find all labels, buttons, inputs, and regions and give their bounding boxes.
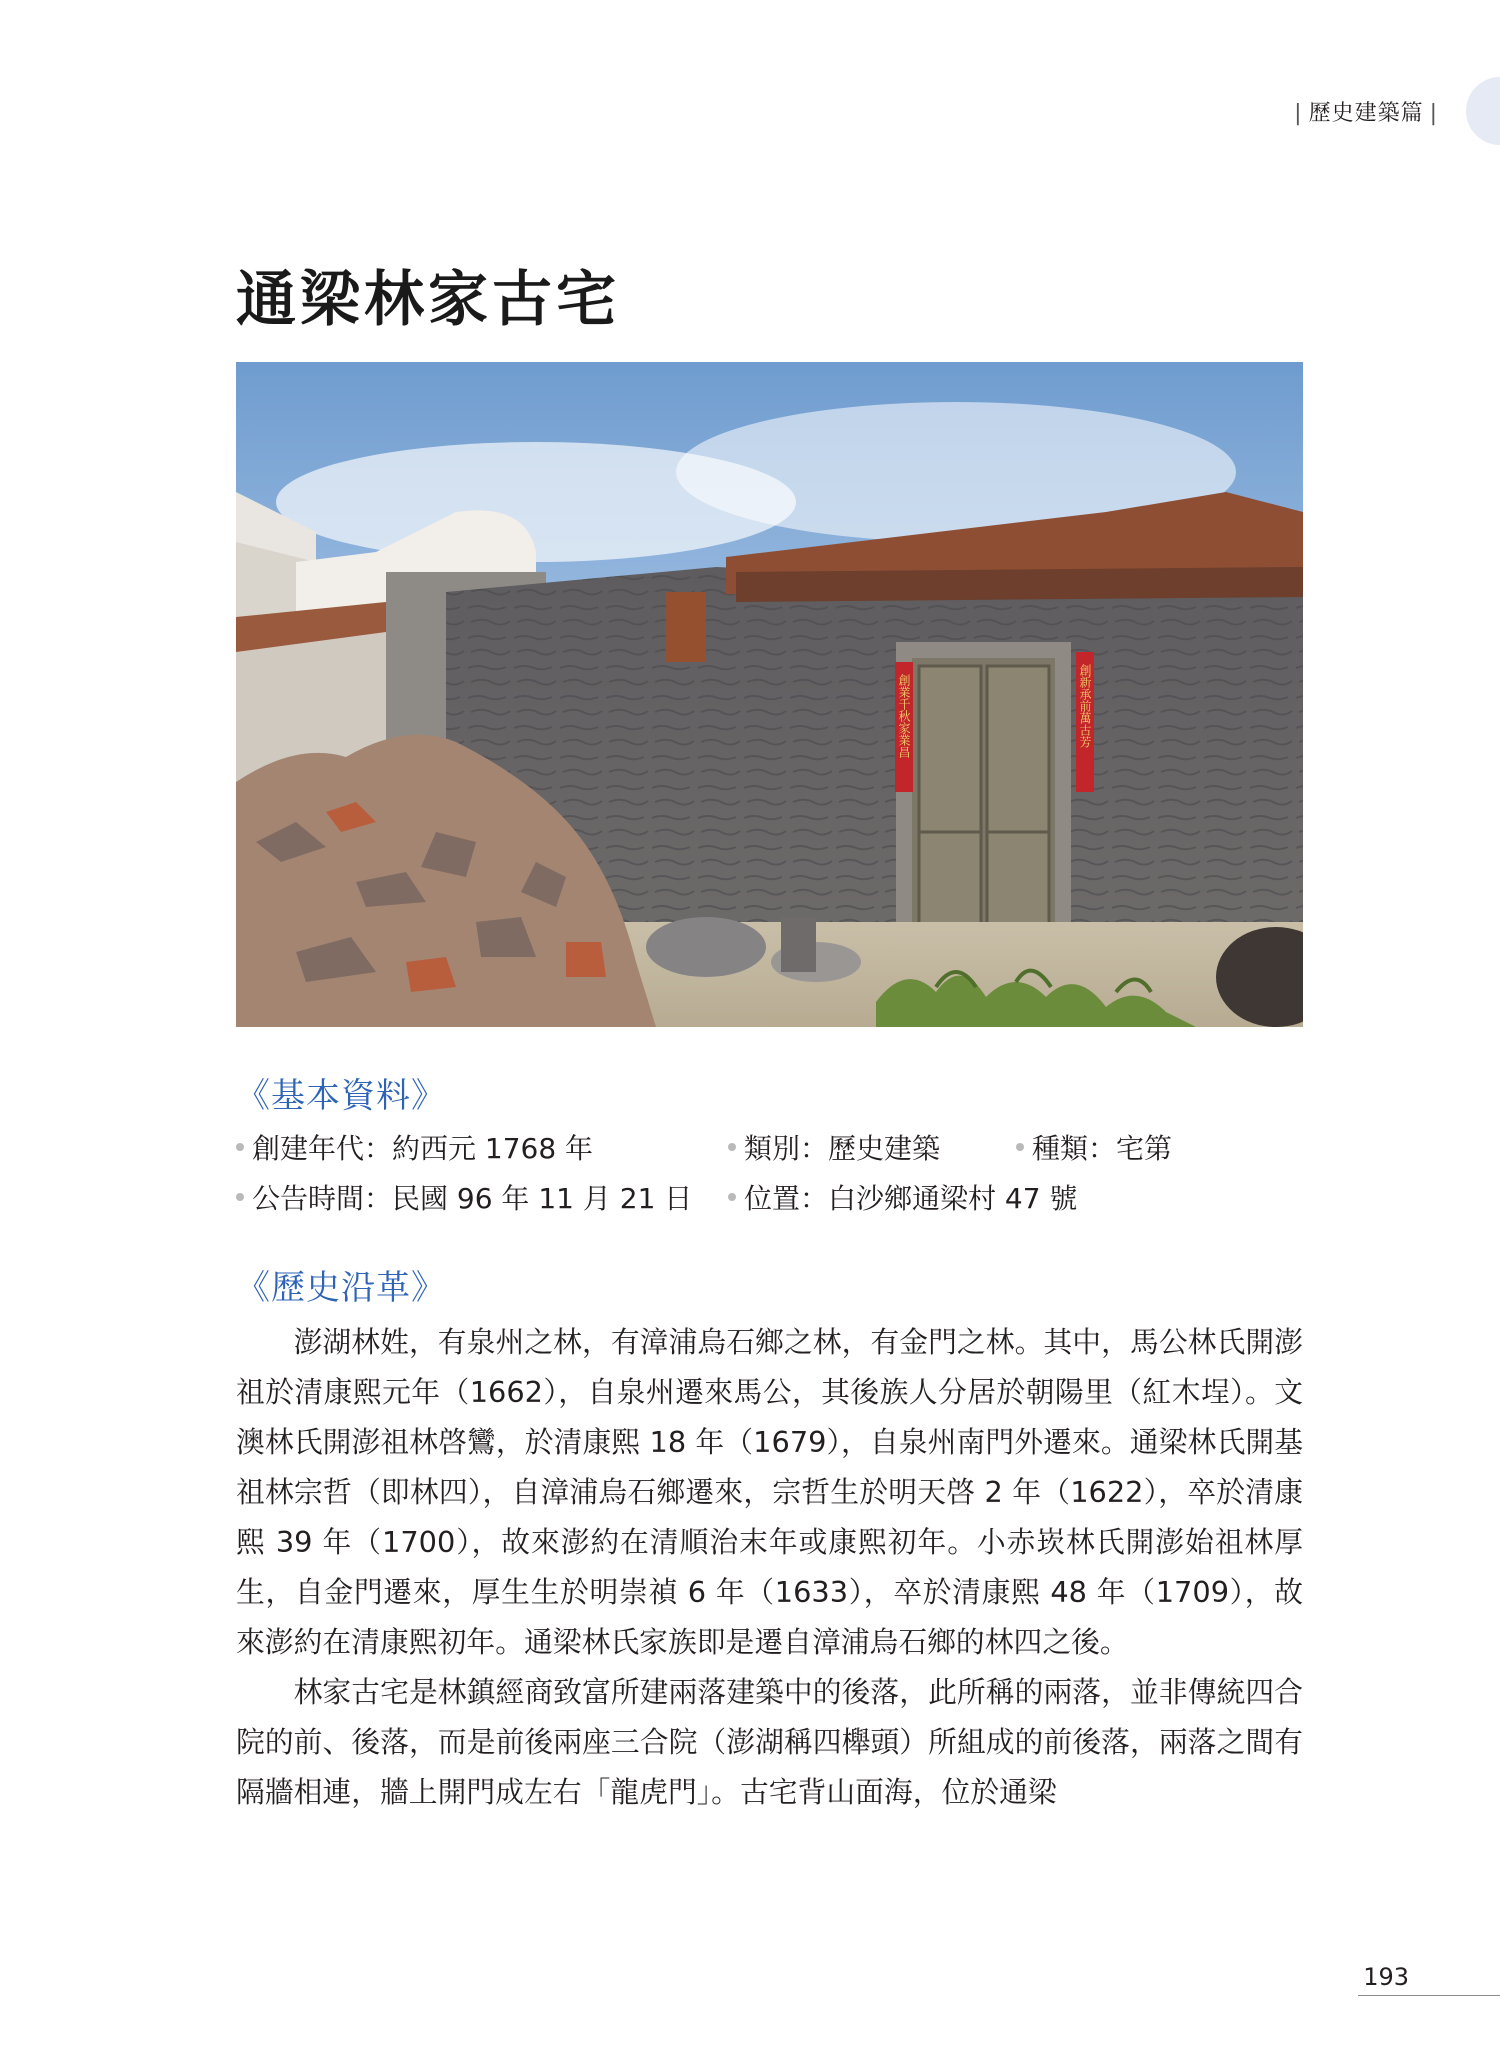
info-founded-text: 創建年代：約西元 1768 年 <box>252 1132 594 1165</box>
page-number-rule <box>1358 1995 1500 1996</box>
info-announced-text: 公告時間：民國 96 年 11 月 21 日 <box>252 1182 693 1215</box>
basic-info-heading: 《基本資料》 <box>236 1076 446 1116</box>
bullet-icon <box>728 1143 736 1151</box>
info-location-text: 位置：白沙鄉通梁村 47 號 <box>744 1182 1078 1215</box>
page-number: 193 <box>1363 1963 1409 1991</box>
bullet-icon <box>236 1143 244 1151</box>
history-paragraph: 林家古宅是林鎮經商致富所建兩落建築中的後落，此所稱的兩落，並非傳統四合院的前、後落，而是前後兩座三合院（澎湖稱四櫸頭）所組成的前後落，兩落之間有隔牆相連，牆上開門成左右「龍虎門」。古宅背山面海，位於通梁 <box>236 1675 1303 1809</box>
header-tab-decoration <box>1466 77 1500 145</box>
couplet-right-text: 創新承前萬古芳 <box>1078 664 1092 748</box>
info-category <box>728 1127 940 1167</box>
header-divider: | <box>1429 101 1438 126</box>
history-paragraph: 澎湖林姓，有泉州之林，有漳浦烏石鄉之林，有金門之林。其中，馬公林氏開澎祖於清康熙元年（1662），自泉州遷來馬公，其後族人分居於朝陽里（紅木埕）。文澳林氏開澎祖林啓鸞，於清康熙 18 年（1679），自泉州南門外遷來。通梁林氏開基祖林宗哲（即林四），自漳浦烏石鄉遷來，宗哲生於明天啓 2 年（1622），卒於清康熙 39 年（1700），故來澎約在清順治末年或康熙初年。小赤崁林氏開澎始祖林厚生，自金門遷來，厚生生於明崇禎 6 年（1633），卒於清康熙 48 年（1709），故來澎約在清康熙初年。通梁林氏家族即是遷自漳浦烏石鄉的林四之後。 <box>236 1325 1303 1659</box>
info-type <box>1016 1127 1172 1167</box>
page-title: 通梁林家古宅 <box>236 265 620 335</box>
header-section-label: 歷史建築篇 <box>1308 101 1424 126</box>
info-announced <box>236 1177 692 1217</box>
info-category-text: 類別：歷史建築 <box>744 1132 941 1165</box>
running-header <box>1288 96 1444 127</box>
bullet-icon <box>728 1193 736 1201</box>
history-heading: 《歷史沿革》 <box>236 1268 446 1308</box>
info-type-text: 種類：宅第 <box>1032 1132 1173 1165</box>
bullet-icon <box>1016 1143 1024 1151</box>
bullet-icon <box>236 1193 244 1201</box>
info-founded <box>236 1127 593 1167</box>
info-location <box>728 1177 1077 1217</box>
house-photo <box>236 362 1303 1027</box>
header-divider: | <box>1294 101 1303 126</box>
history-body <box>236 1317 1303 1817</box>
couplet-left-text: 創業千秋家業昌 <box>897 674 911 758</box>
